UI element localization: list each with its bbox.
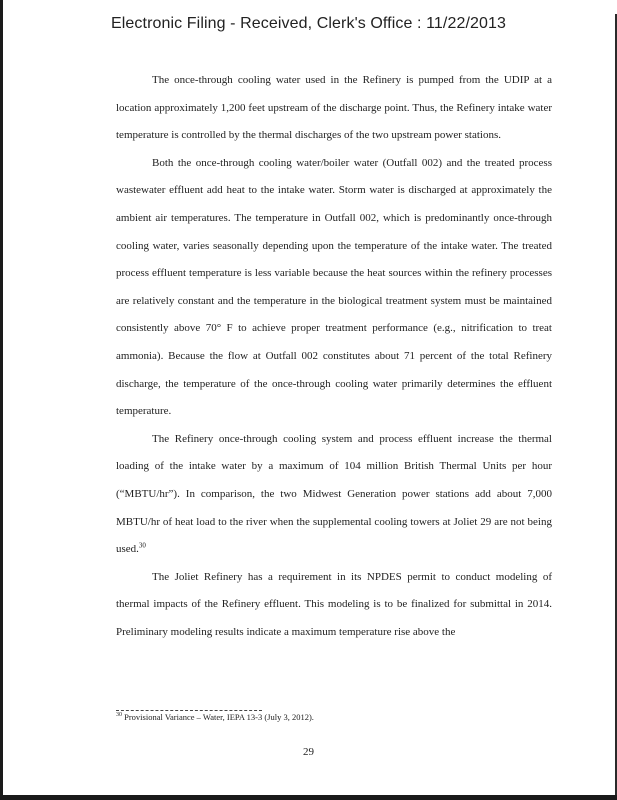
footnote-number: 30 xyxy=(116,712,122,719)
page-number: 29 xyxy=(303,746,314,758)
footnote-reference: 30 xyxy=(138,541,146,550)
footnote-separator xyxy=(116,710,262,711)
paragraph-heat-sources: Both the once-through cooling water/boiler water (Outfall 002) and the treated process wastewater effluent add heat to the intake water. Storm water is discharged at approximately the ambient air temperatures. The temperature in Outfall 002, which is predominantly once-through cooling water, varies seasonally depending upon the temperature of the intake water. The treated process effluent temperature is less variable because the heat sources within the refinery processes are relatively constant and the temperature in the biological treatment system must be maintained consistently above 70° F to achieve proper treatment performance (e.g., nitrification to treat ammonia). Because the flow at Outfall 002 constitutes about 71 percent of the total Refinery discharge, the temperature of the once-through cooling water primarily determines the effluent temperature. xyxy=(116,156,552,418)
footnote-text: Provisional Variance – Water, IEPA 13-3 (July 3, 2012). xyxy=(124,712,314,722)
paragraph-npdes-modeling: The Joliet Refinery has a requirement in its NPDES permit to conduct modeling of thermal impacts of the Refinery effluent. This modeling is to be finalized for submittal in 2014. Preliminary modeling results indicate a maximum temperature rise above the xyxy=(116,570,552,638)
footnote xyxy=(116,712,314,722)
scan-edge-bottom xyxy=(0,795,617,800)
paragraph-thermal-loading xyxy=(116,426,552,564)
paragraph-thermal-loading-text: The Refinery once-through cooling system and process effluent increase the thermal loading of the intake water by a maximum of 104 million British Thermal Units per hour (“MBTU/hr”). In comparison, the two Midwest Generation power stations add about 7,000 MBTU/hr of heat load to the river when the supplemental cooling towers at Joliet 29 are not being used. xyxy=(116,432,552,556)
body-text xyxy=(116,67,552,646)
paragraph-intake-water: The once-through cooling water used in the Refinery is pumped from the UDIP at a location approximately 1,200 feet upstream of the discharge point. Thus, the Refinery intake water temperature is controlled by the thermal discharges of the two upstream power stations. xyxy=(116,74,552,142)
scan-edge-left xyxy=(0,0,3,800)
filing-stamp: Electronic Filing - Received, Clerk's Office : 11/22/2013 xyxy=(111,15,507,32)
